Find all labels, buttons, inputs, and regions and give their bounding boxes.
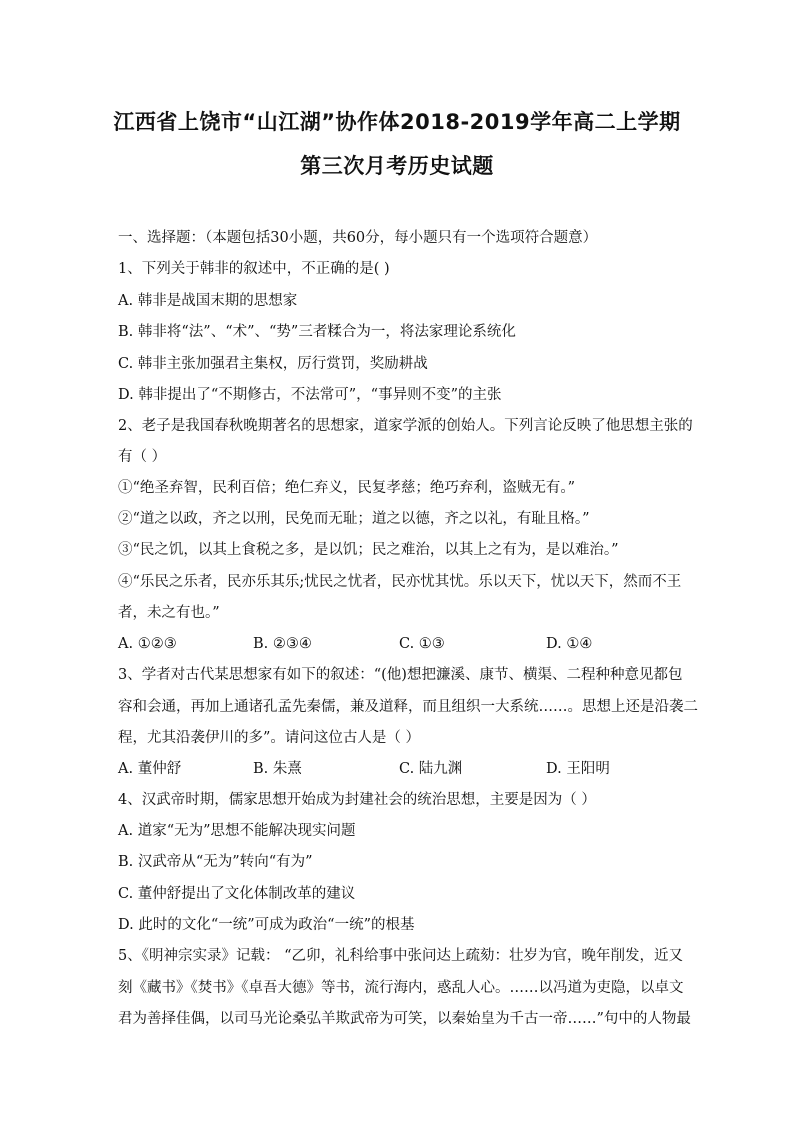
- q3-stem-line1: 3、学者对古代某思想家有如下的叙述：“(他)想把濂溪、康节、横渠、二程种种意见都包: [118, 667, 683, 683]
- q2-option-c: C. ①③: [399, 636, 445, 652]
- q2-item-3: ③“民之饥，以其上食税之多，是以饥；民之难治，以其上之有为，是以难治。”: [118, 542, 619, 558]
- q4-option-c: C. 董仲舒提出了文化体制改革的建议: [118, 886, 356, 902]
- document-title-line1: 江西省上饶市“山江湖”协作体2018-2019学年高二上学期: [113, 110, 681, 134]
- q2-stem-line2: 有（ ）: [118, 449, 167, 465]
- q2-option-a: A. ①②③: [118, 636, 177, 652]
- q4-option-d: D. 此时的文化“一统”可成为政治“一统”的根基: [118, 917, 415, 933]
- q4-stem: 4、汉武帝时期，儒家思想开始成为封建社会的统治思想，主要是因为（ ）: [118, 792, 596, 808]
- q3-option-c: C. 陆九渊: [399, 761, 463, 777]
- q5-stem-line2: 刻《藏书》《焚书》《卓吾大德》等书，流行海内，惑乱人心。……以冯道为吏隐，以卓文: [118, 980, 684, 996]
- q2-option-d: D. ①④: [546, 636, 593, 652]
- document-title-line2: 第三次月考历史试题: [300, 154, 494, 178]
- q2-item-2: ②“道之以政，齐之以刑，民免而无耻；道之以德，齐之以礼，有耻且格。”: [118, 511, 590, 527]
- q1-option-b: B. 韩非将“法”、“术”、“势”三者糅合为一，将法家理论系统化: [118, 324, 516, 340]
- q5-stem-line1: 5、《明神宗实录》记载： “乙卯，礼科给事中张问达上疏劾：壮岁为官，晚年削发，近又: [118, 948, 683, 964]
- q4-option-a: A. 道家“无为”思想不能解决现实问题: [118, 823, 356, 839]
- q3-option-a: A. 董仲舒: [118, 761, 182, 777]
- q2-option-b: B. ②③④: [253, 636, 312, 652]
- q2-item-1: ①“绝圣弃智，民利百倍；绝仁弃义，民复孝慈；绝巧弃利，盗贼无有。”: [118, 480, 576, 496]
- q2-item-4-line2: 者，未之有也。”: [118, 605, 220, 621]
- q1-stem: 1、下列关于韩非的叙述中，不正确的是( ): [118, 261, 390, 277]
- q1-option-c: C. 韩非主张加强君主集权，厉行赏罚，奖励耕战: [118, 356, 428, 372]
- q2-item-4-line1: ④“乐民之乐者，民亦乐其乐;忧民之忧者，民亦忧其忧。乐以天下，忧以天下，然而不王: [118, 574, 682, 590]
- q3-option-d: D. 王阳明: [546, 761, 610, 777]
- q4-option-b: B. 汉武帝从“无为”转向“有为”: [118, 854, 313, 870]
- q3-stem-line2: 容和会通，再加上通诸孔孟先秦儒，兼及道释，而且组织一大系统……。思想上还是沿袭二: [118, 699, 698, 715]
- q1-option-a: A. 韩非是战国末期的思想家: [118, 293, 298, 309]
- q1-option-d: D. 韩非提出了“不期修古，不法常可”，“事异则不变”的主张: [118, 387, 502, 403]
- section-heading: 一、选择题：（本题包括30小题，共60分，每小题只有一个选项符合题意）: [118, 230, 598, 246]
- q2-stem-line1: 2、老子是我国春秋晚期著名的思想家，道家学派的创始人。下列言论反映了他思想主张的: [118, 418, 693, 434]
- q3-option-b: B. 朱熹: [253, 761, 302, 777]
- q5-stem-line3: 君为善择佳偶，以司马光论桑弘羊欺武帝为可笑，以秦始皇为千古一帝……”句中的人物最: [118, 1011, 691, 1027]
- q3-stem-line3: 程，尤其沿袭伊川的多”。请问这位古人是（ ）: [118, 730, 421, 746]
